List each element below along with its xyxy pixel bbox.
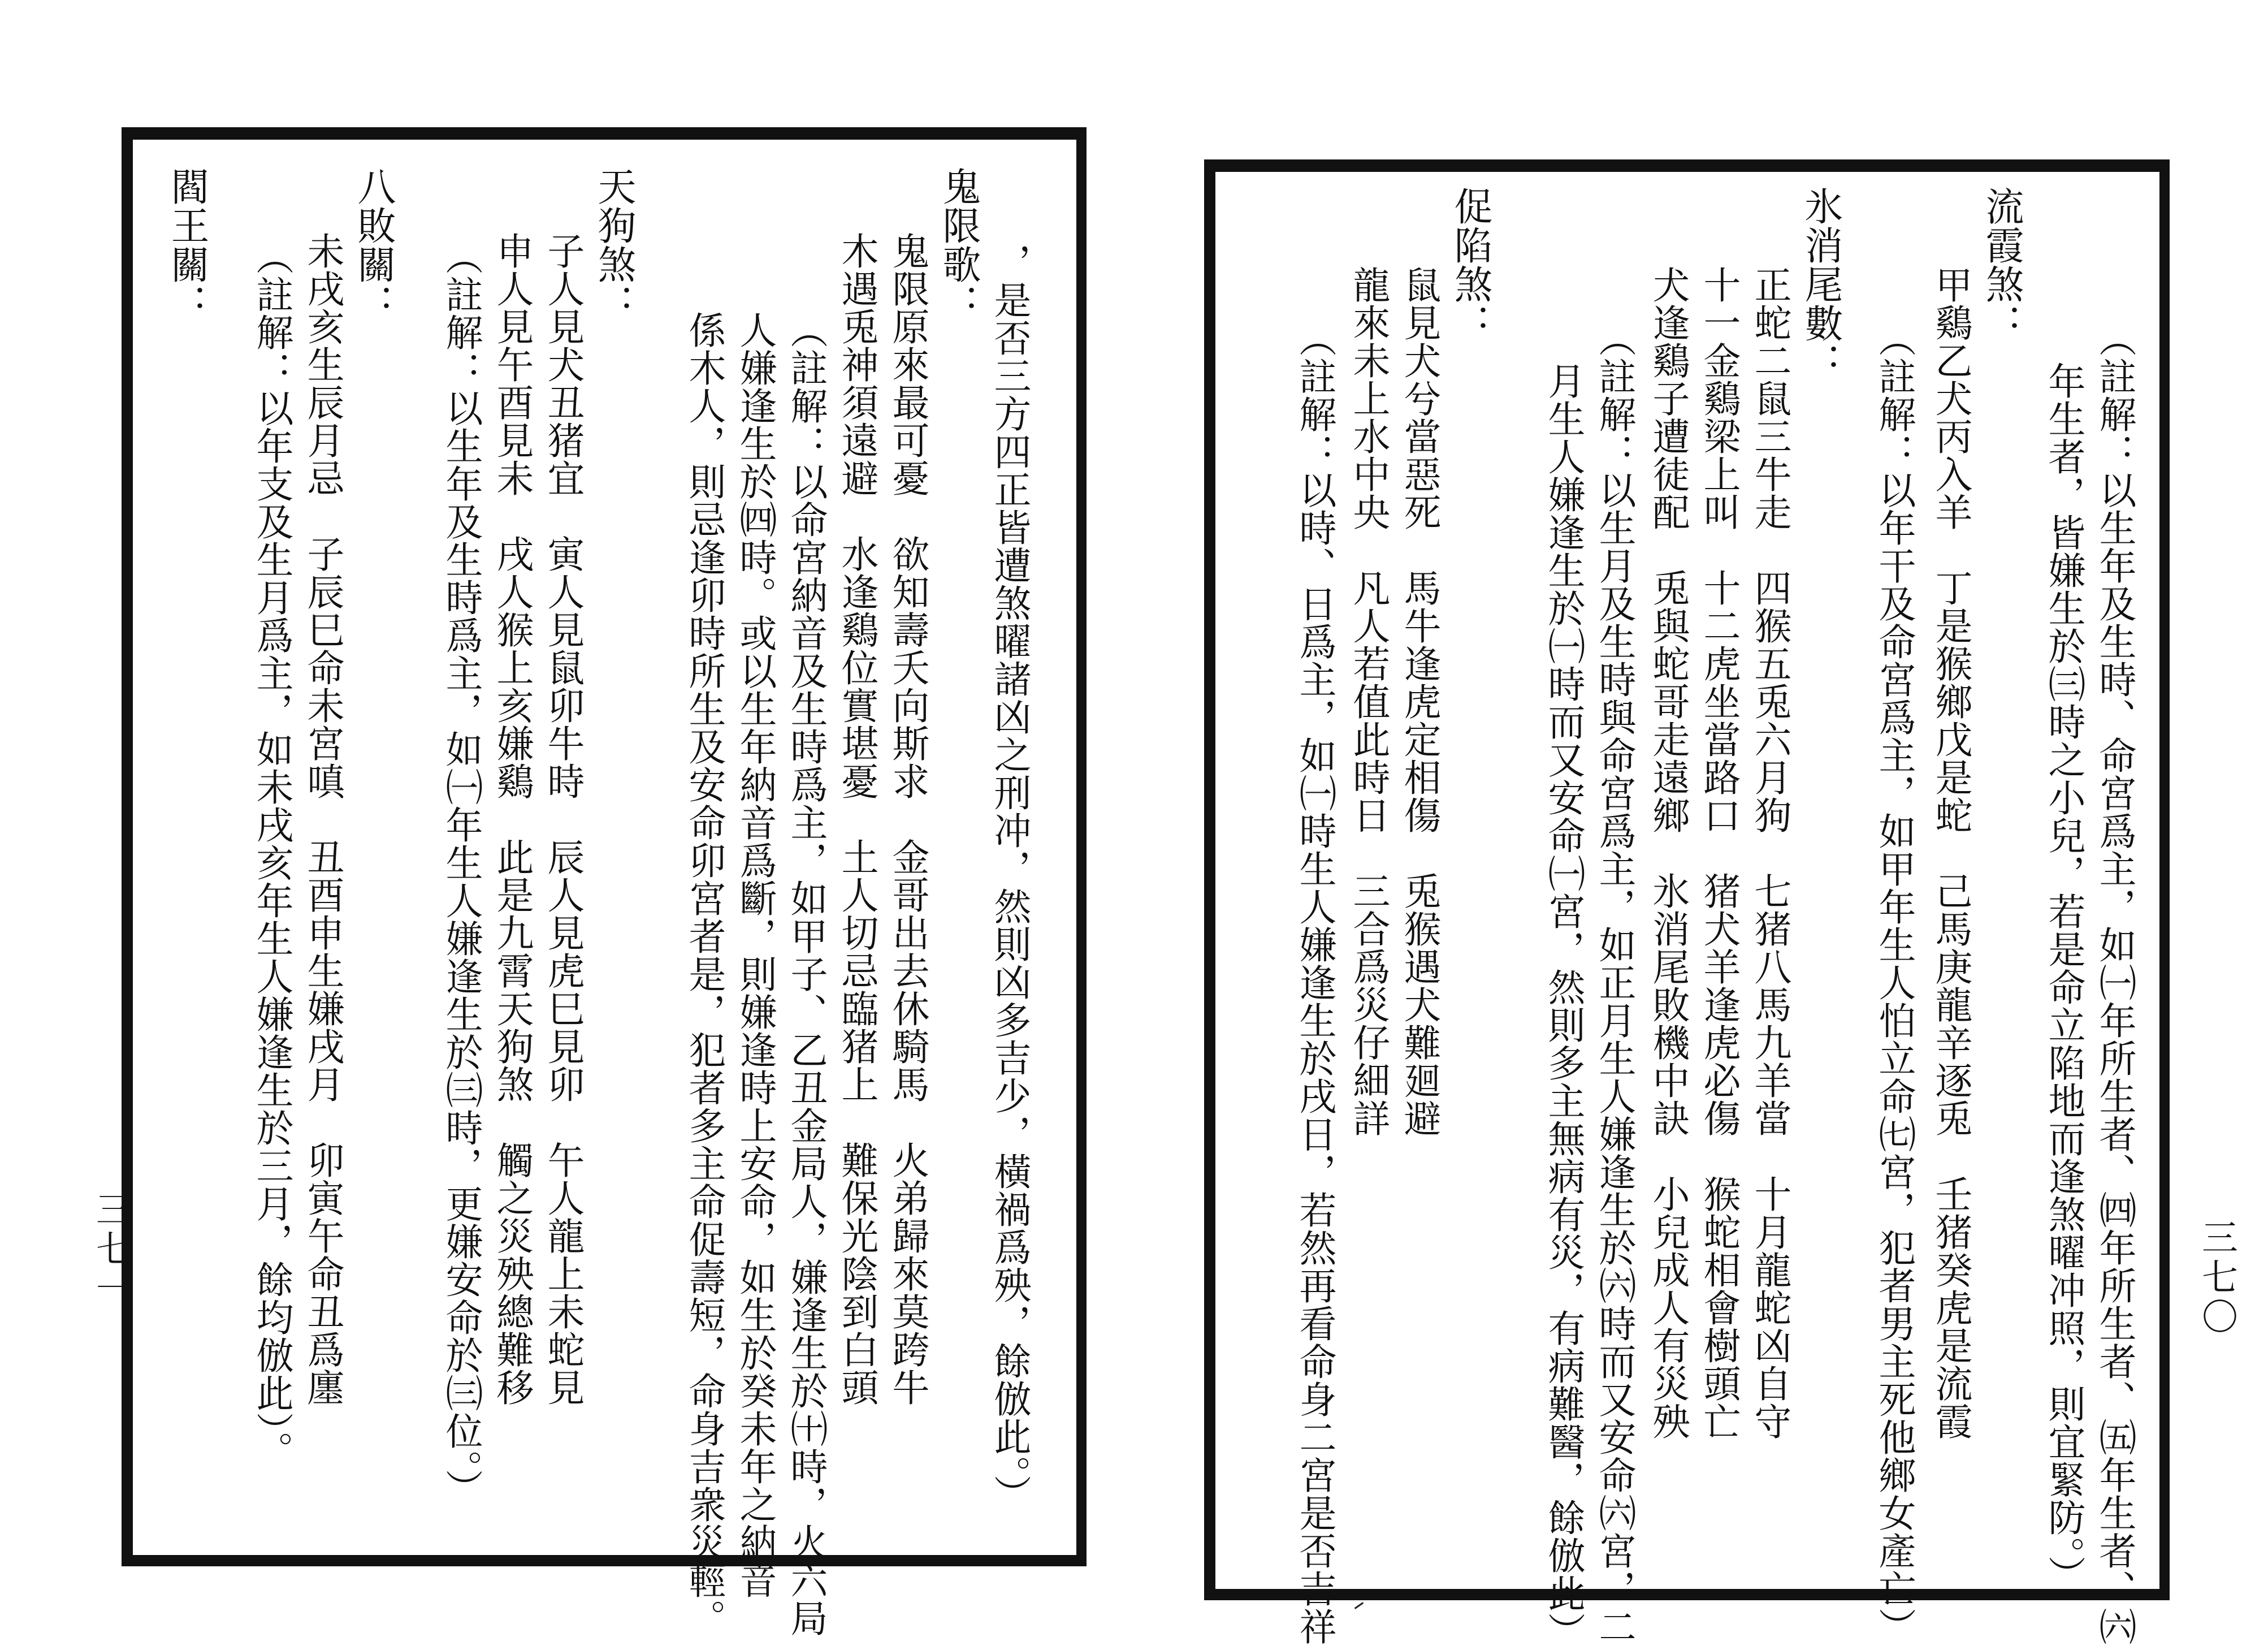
annotation-column: （註解：以命宮納音及生時爲主，如甲子、乙丑金局人，嫌逢生於㈩時，火六局 xyxy=(784,311,828,1637)
verse-column: 木遇兎神須遠避 水逢鷄位實堪憂 土人切忌臨猪上 難保光陰到白頭 xyxy=(835,232,878,1406)
annotation-column: （註解：以時、日爲主，如㈠時生人嫌逢生於戌日，若然再看命身二宮是否吉祥 xyxy=(1293,319,1336,1645)
section-heading-tiangou-sha: 天狗煞： xyxy=(591,167,636,323)
verse-column: 犬逢鷄子遭徒配 兎與蛇哥走遠鄉 氷消尾敗機中訣 小兒成人有災殃 xyxy=(1646,266,1690,1440)
annotation-column: （註解：以生月及生時與命宮爲主，如正月生人嫌逢生於㈥時而又安命㈥宮，二 xyxy=(1592,319,1636,1645)
annotation-column: （註解：以生年及生時、命宮爲主，如㈠年所生者、㈣年所生者、㈤年生者、㈥ xyxy=(2093,319,2136,1645)
section-heading-guixian-ge: 鬼限歌： xyxy=(936,167,981,323)
verse-column: 甲鷄乙犬丙入羊 丁是猴鄉戊是蛇 己馬庚龍辛逐兎 壬猪癸虎是流霞 xyxy=(1929,266,1972,1440)
section-heading-cuxian-sha: 促陷煞： xyxy=(1448,187,1492,343)
annotation-column: 係木人，則忌逢卯時所生及安命卯宮者是，犯者多主命促壽短，命身吉衆災輕。 xyxy=(682,311,726,1637)
annotation-column: （註解：以年支及生月爲主，如未戌亥年生人嫌逢生於三月，餘均倣此）。 xyxy=(250,237,293,1469)
section-heading-bingxiao-weishu: 氷消尾數： xyxy=(1798,187,1843,382)
section-heading-baibai-guan: 八敗關： xyxy=(351,167,396,323)
annotation-column: 年生者，皆嫌生於㈢時之小兒，若是命立陷地而逢煞曜冲照，則宜緊防。） xyxy=(2042,362,2085,1593)
page-number: 三七一 xyxy=(90,1190,132,1309)
verse-column: 鼠見犬兮當惡死 馬牛逢虎定相傷 兎猴遇犬難廻避 xyxy=(1397,266,1441,1137)
verse-column: 正蛇二鼠三牛走 四猴五兎六月狗 七猪八馬九羊當 十月龍蛇凶自守 xyxy=(1748,266,1791,1440)
verse-column: 鬼限原來最可憂 欲知壽夭向斯求 金哥出去休騎馬 火弟歸來莫跨牛 xyxy=(886,232,929,1406)
verse-column: 申人見午酉見未 戌人猴上亥嫌鷄 此是九霄天狗煞 觸之災殃總難移 xyxy=(490,232,534,1406)
verse-column: 十一金鷄梁上叫 十二虎坐當路口 猪犬羊逢虎必傷 猴蛇相會樹頭亡 xyxy=(1697,266,1741,1440)
annotation-column: 月生人嫌逢生於㈠時而又安命㈠宮，然則多主無病有災，有病難醫，餘倣此） xyxy=(1542,362,1585,1650)
page-number: 三七〇 xyxy=(2196,1219,2237,1337)
annotation-column: （註解：以生年及生時爲主，如㈠年生人嫌逢生於㈢時，更嫌安命於㈢位。） xyxy=(439,237,483,1507)
annotation-column: 人嫌逢生於㈣時。或以生年納音爲斷，則嫌逢時上安命，如生於癸未年之納音 xyxy=(733,311,777,1599)
annotation-column: （註解：以年干及命宮爲主，如甲年生人怕立命㈦宮，犯者男主死他鄉女產亡） xyxy=(1872,319,1916,1645)
verse-column: 未戌亥生辰月忌 子辰巳命未宮嗔 丑酉申生嫌戌月 卯寅午命丑爲廛 xyxy=(301,232,344,1406)
text-column: ，是否三方四正皆遭煞曜諸凶之刑冲，然則凶多吉少，橫禍爲殃，餘倣此。） xyxy=(988,243,1031,1513)
section-heading-liuxia-sha: 流霞煞： xyxy=(1979,187,2024,343)
verse-column: 子人見犬丑猪宜 寅人見鼠卯牛時 辰人見虎巳見卯 午人龍上未蛇見 xyxy=(541,232,585,1406)
scan-mark xyxy=(1354,1602,1364,1609)
section-heading-yanwang-guan: 閻王關： xyxy=(165,167,209,323)
verse-column: 龍來未上水中央 凡人若值此時日 三合爲災仔細詳 xyxy=(1347,266,1390,1137)
